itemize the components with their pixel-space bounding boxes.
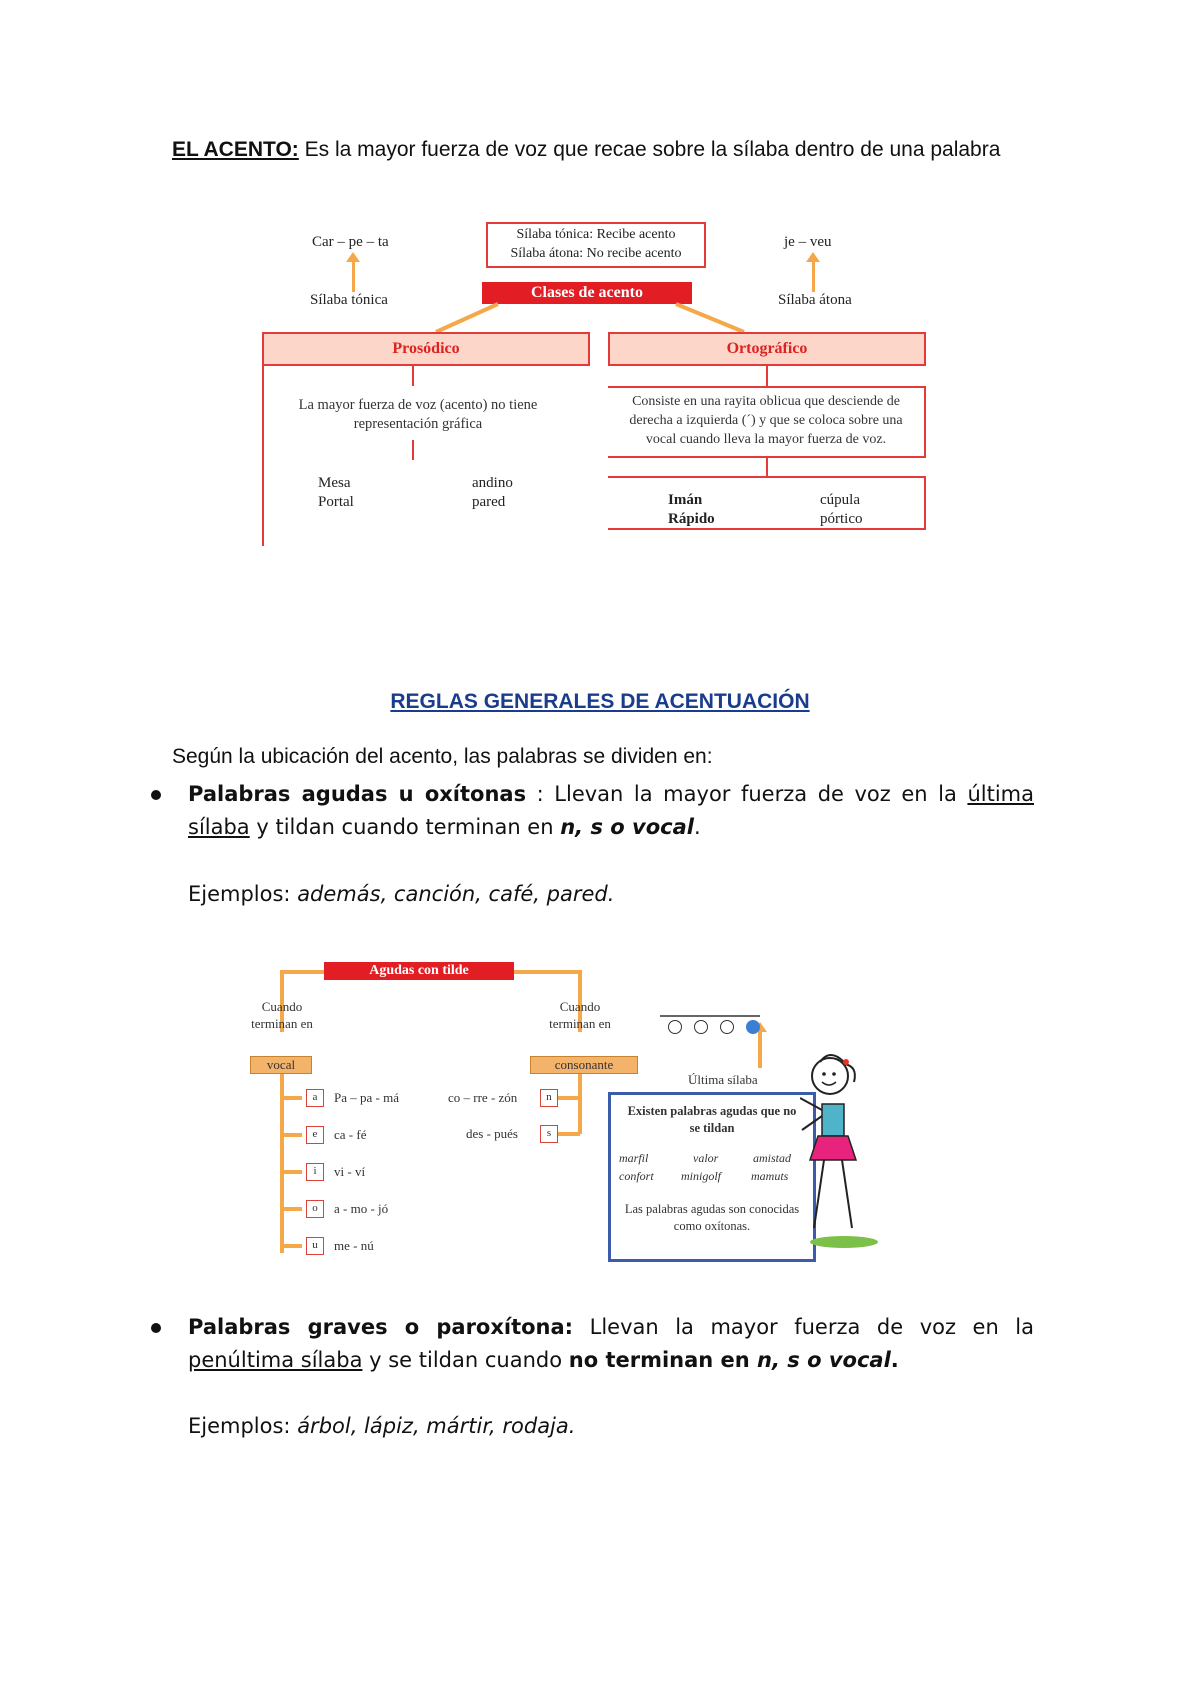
right-word: Imán [668, 492, 703, 508]
note-box [608, 1092, 816, 1262]
note-footer: Las palabras agudas son conocidas como oxítonas. [624, 1202, 800, 1233]
graves-text: y se tildan cuando [362, 1348, 569, 1372]
letter-box: a [306, 1089, 324, 1107]
last-syllable-label: Última sílaba [688, 1072, 758, 1087]
right-words-box [608, 476, 926, 530]
letter-box: n [540, 1089, 558, 1107]
left-word: Portal [318, 494, 354, 510]
left-connector [412, 366, 414, 386]
letter-box: o [306, 1200, 324, 1218]
agudas-paragraph [188, 778, 1034, 844]
intro-paragraph [172, 136, 1012, 164]
right-caption: Cuando terminan en [549, 999, 611, 1031]
example-right-word: je – veu [784, 234, 832, 250]
left-title: Prosódico [262, 332, 590, 366]
agudas-diagram [240, 958, 880, 1268]
note-word: minigolf [681, 1169, 722, 1183]
left-word: Mesa [318, 475, 351, 491]
note-title: Existen palabras agudas que no se tildan [627, 1104, 797, 1135]
left-tag: vocal [250, 1056, 312, 1074]
letter-box: i [306, 1163, 324, 1181]
agudas-text: y tildan cuando terminan en [249, 815, 561, 839]
left-description: La mayor fuerza de voz (acento) no tiene representación gráfica [298, 397, 538, 432]
right-tag: consonante [530, 1056, 638, 1074]
graves-heading: Palabras graves o paroxítona: [188, 1315, 574, 1339]
definition-line-2: Sílaba átona: No recibe acento [510, 246, 682, 261]
agudas-title: Agudas con tilde [324, 962, 514, 980]
accent-classes-diagram [258, 218, 938, 548]
example-word: me - nú [334, 1238, 374, 1253]
girl-illustration-icon [800, 1048, 880, 1268]
agudas-heading: Palabras agudas u oxítonas [188, 782, 527, 806]
graves-text: Llevan la mayor fuerza de voz en la [573, 1315, 1034, 1339]
example-word: des - pués [466, 1126, 518, 1141]
agudas-text: . [693, 815, 701, 839]
graves-endings: n, s o vocal [757, 1348, 891, 1372]
right-word: cúpula [820, 492, 860, 508]
bullet-icon [151, 1323, 161, 1333]
letter-box: s [540, 1125, 558, 1143]
section-title: REGLAS GENERALES DE ACENTUACIÓN [390, 690, 810, 713]
example-word: ca - fé [334, 1127, 367, 1142]
agudas-text: : Llevan la mayor fuerza de voz en la [526, 782, 968, 806]
syllable-circle-icon [668, 1020, 682, 1034]
examples-label: Ejemplos: [188, 1414, 298, 1438]
left-connector [412, 440, 414, 460]
graves-bold: no terminan en [568, 1348, 758, 1372]
right-connector [766, 458, 768, 476]
graves-examples [188, 1414, 575, 1438]
example-word: a - mo - jó [334, 1201, 389, 1216]
note-word: confort [619, 1169, 654, 1183]
intro-label: EL ACENTO: [172, 138, 299, 161]
note-word: mamuts [751, 1169, 789, 1183]
definition-line-1: Sílaba tónica: Recibe acento [516, 227, 676, 242]
graves-text: . [890, 1348, 899, 1372]
bullet-icon [151, 790, 161, 800]
left-word: pared [472, 494, 506, 510]
right-title: Ortográfico [608, 332, 926, 366]
example-word: co – rre - zón [448, 1090, 518, 1105]
agudas-endings: n, s o vocal [560, 815, 694, 839]
right-word: pórtico [820, 511, 863, 527]
agudas-underline: última sílaba [188, 782, 1034, 839]
graves-paragraph [188, 1311, 1034, 1377]
agudas-examples [188, 882, 614, 906]
left-word: andino [472, 475, 513, 491]
letter-box: u [306, 1237, 324, 1255]
example-left-label: Sílaba tónica [310, 292, 388, 308]
left-caption: Cuando terminan en [251, 999, 313, 1031]
right-word: Rápido [668, 511, 715, 527]
right-description: Consiste en una rayita oblicua que desciende de derecha a izquierda (´) y que se coloca sobre una vocal cuando lleva la mayor fuerza de voz. [629, 394, 903, 447]
note-word: amistad [753, 1151, 792, 1165]
intro-text: Es la mayor fuerza de voz que recae sobre la sílaba dentro de una palabra [298, 138, 1001, 161]
right-connector [766, 366, 768, 386]
example-right-label: Sílaba átona [778, 292, 852, 308]
examples-list: árbol, lápiz, mártir, rodaja. [297, 1414, 576, 1438]
note-word: valor [693, 1151, 719, 1165]
center-title: Clases de acento [482, 282, 692, 304]
example-word: vi - ví [334, 1164, 366, 1179]
graves-underline: penúltima sílaba [188, 1348, 363, 1372]
letter-box: e [306, 1126, 324, 1144]
examples-list: además, canción, café, pared. [297, 882, 615, 906]
syllable-circle-icon [694, 1020, 708, 1034]
example-left-word: Car – pe – ta [312, 234, 389, 250]
syllable-circle-icon [720, 1020, 734, 1034]
note-word: marfil [619, 1151, 649, 1165]
section-intro: Según la ubicación del acento, las palabras se dividen en: [172, 745, 713, 768]
example-word: Pa – pa - má [334, 1090, 399, 1105]
left-border [262, 366, 264, 546]
right-description-box [608, 386, 926, 458]
examples-label: Ejemplos: [188, 882, 298, 906]
last-syllable-circle-icon [746, 1020, 760, 1034]
